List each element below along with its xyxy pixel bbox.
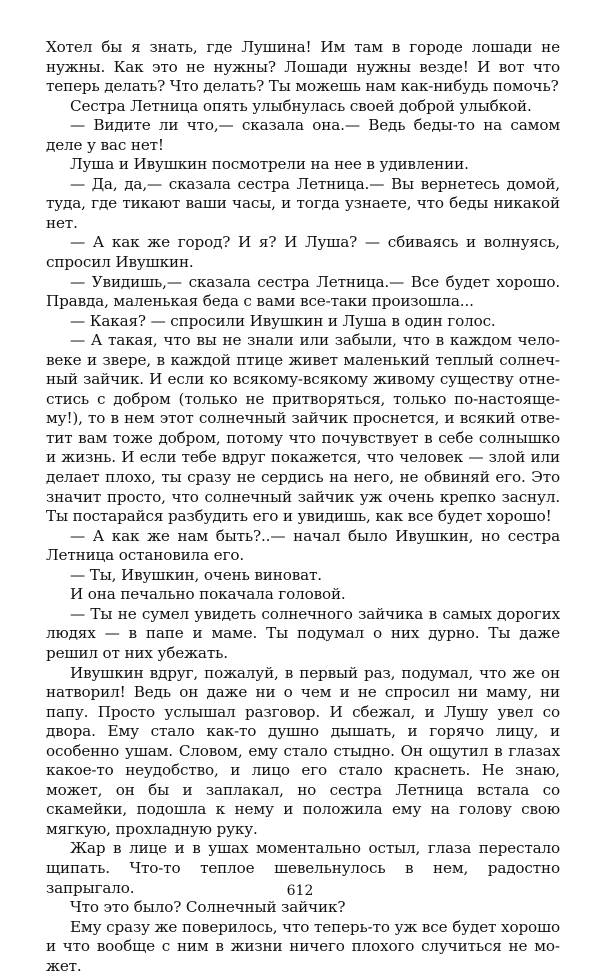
paragraph: Что это было? Солнечный зайчик? xyxy=(70,898,346,917)
paragraph: — Видите ли что,— сказала она.— Ведь беды-то на самом деле у вас нет! xyxy=(46,116,560,154)
paragraph: — Ты, Ивушкин, очень виноват. xyxy=(70,565,322,584)
paragraph: И она печально покачала головой. xyxy=(70,585,346,604)
paragraph: — А как же город? И я? И Луша? — сбиваясь и волнуясь, спросил Ивушкин. xyxy=(46,233,560,272)
paragraph: Жар в лице и в ушах моментально остыл, глаза перестало щипать. Что-то теплое шевельнулось в нем, радостно запрыгало. xyxy=(46,839,560,897)
paragraph: — А такая, что вы не знали или забыли, что в каждом человеке и звере, в каждой птице живет маленький теплый солнечный зайчик. И если ко всякому-всякому живому существу отнестись с добром (только не притворяться, только по-настоящему!), то в нем этот солнечный зайчик проснется, и всякий ответит вам тоже добром, потому что почувствует в себе солнышко и жизнь. И если тебе вдруг покажется, что человек — злой или делает плохо, ты сразу не сердись на него, не обвиняй его. Это значит просто, что солнечный зайчик уж очень крепко заснул. Ты постарайся разбудить его и увидишь, как все будет хорошо! xyxy=(46,331,560,526)
paragraph: — Ты не сумел увидеть солнечного зайчика в самых дорогих людях — в папе и маме. Ты подумал о них дурно. Ты даже решил от них убежать. xyxy=(46,604,560,662)
paragraph: Ивушкин вдруг, пожалуй, в первый раз, подумал, что же он натворил! Ведь он даже ни о чем и не спросил ни маму, ни папу. Просто услышал разговор. И сбежал, и Лушу увел со двора. Ему стало как-то душно дышать, и горячо лицу, и особенно ушам. Словом, ему стало стыдно. Он ощутил в глазах какое-то неудобство, и лицо его стало краснеть. Не знаю, может, он бы и заплакал, но сестра Летница встала со скамейки, подошла к нему и положила ему на голову свою мягкую, прохладную руку. xyxy=(46,663,560,838)
paragraph: — Да, да,— сказала сестра Летница.— Вы вернетесь домой, туда, где тикают ваши часы, и тогда узнаете, что беды никакой нет. xyxy=(46,174,560,232)
paragraph: — Какая? — спросили Ивушкин и Луша в один голос. xyxy=(70,311,496,330)
paragraph: Хотел бы я знать, где Лушина! Им там в городе лошади не нужны. Как это не нужны? Лошади нужны везде! И вот что теперь делать? Что делать? Ты можешь нам как-нибудь помочь? xyxy=(46,38,560,96)
paragraph: Ему сразу же поверилось, что теперь-то уж все будет хорошо и что вообще с ним в жизни ничего плохого случиться не может. xyxy=(46,917,560,975)
paragraph: Луша и Ивушкин посмотрели на нее в удивлении. xyxy=(70,155,469,174)
paragraph: — А как же нам быть?..— начал было Ивушкин, но сестра Летница остановила его. xyxy=(46,526,560,565)
page-number: 612 xyxy=(286,883,314,899)
paragraph: Сестра Летница опять улыбнулась своей доброй улыбкой. xyxy=(70,96,532,115)
page-text-body xyxy=(46,38,560,976)
paragraph: — Увидишь,— сказала сестра Летница.— Все будет хорошо. Правда, маленькая беда с вами все-таки произошла... xyxy=(46,272,560,311)
